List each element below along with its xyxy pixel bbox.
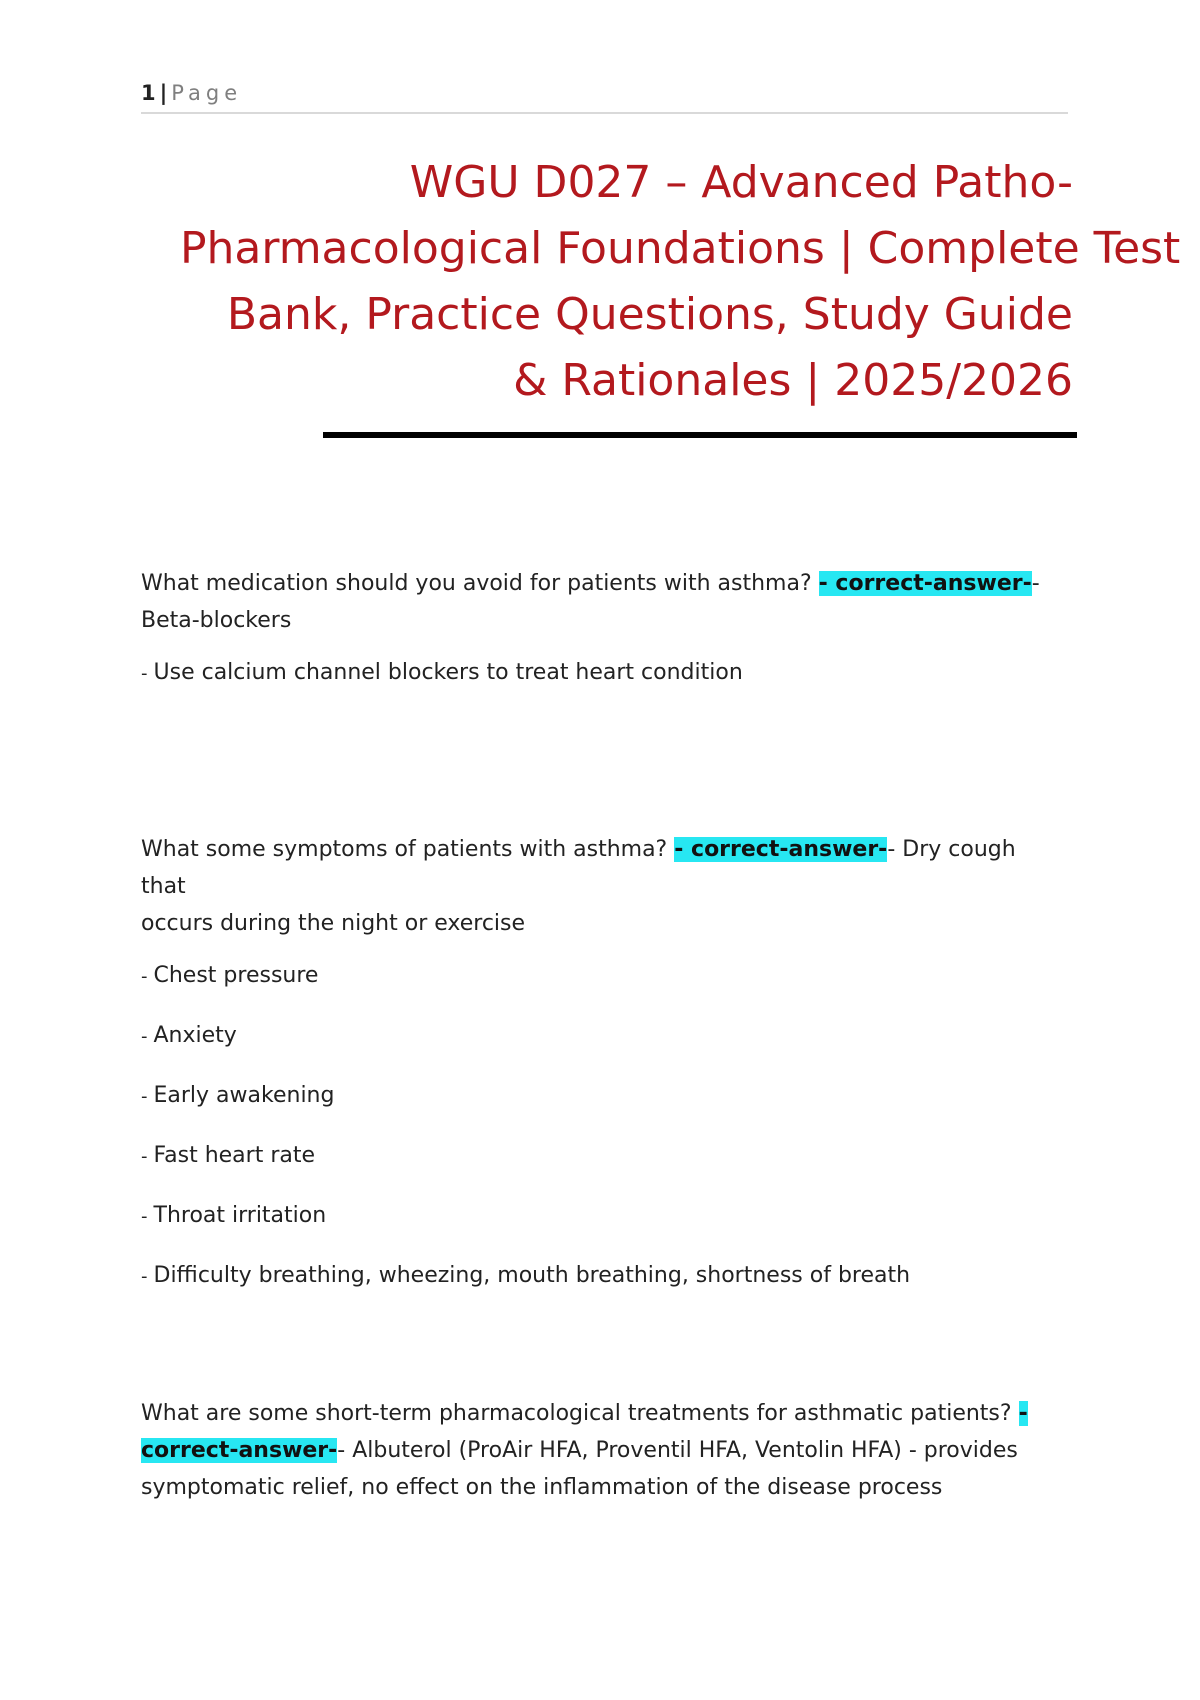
title-line-1: WGU D027 – Advanced Patho-: [409, 157, 1073, 208]
list-item-text: Anxiety: [153, 1023, 237, 1048]
bullet-marker: -: [141, 966, 148, 987]
question-prompt: What some symptoms of patients with asthma?: [141, 837, 675, 862]
question-prompt: What are some short-term pharmacological treatments for asthmatic patients?: [141, 1401, 1019, 1426]
list-item: [141, 1077, 1041, 1115]
title-line-2: Pharmacological Foundations | Complete Test: [180, 223, 1181, 274]
document-title: [180, 150, 1181, 414]
answer-text-continued: symptomatic relief, no effect on the inflammation of the disease process: [141, 1475, 943, 1500]
list-item: [141, 1137, 1041, 1175]
page-number: 1: [141, 81, 156, 105]
title-underline: [323, 432, 1077, 438]
bullet-marker: -: [141, 663, 148, 684]
answer-text: - Dry cough that: [141, 837, 1016, 899]
bullet-marker: -: [141, 1266, 148, 1287]
answer-text-continued: occurs during the night or exercise: [141, 911, 526, 936]
list-item: [141, 1257, 1041, 1295]
question-text: [141, 831, 1041, 905]
correct-answer-tag: - correct-answer-: [818, 571, 1032, 596]
correct-answer-tag: - correct-answer-: [674, 837, 888, 862]
bullet-marker: -: [141, 1146, 148, 1167]
answer-text: - Albuterol (ProAir HFA, Proventil HFA, Ventolin HFA) - provides: [337, 1438, 1018, 1463]
list-item-text: Throat irritation: [153, 1203, 327, 1228]
question-prompt: What medication should you avoid for patients with asthma?: [141, 571, 819, 596]
page-header: [141, 80, 1068, 114]
list-item-text: Early awakening: [153, 1083, 335, 1108]
answer-text: -: [1031, 571, 1040, 596]
question-text: [141, 1395, 1041, 1432]
question-block-3: [141, 1395, 1041, 1506]
correct-answer-tag: correct-answer-: [141, 1438, 338, 1463]
bullet-marker: -: [141, 1206, 148, 1227]
question-text: [141, 565, 1041, 602]
answer-text-line: [141, 1432, 1041, 1469]
page-separator: |: [159, 81, 168, 105]
question-block-2: [141, 831, 1041, 1295]
title-line-4: & Rationales | 2025/2026: [513, 355, 1073, 406]
page-word: Page: [171, 81, 243, 105]
list-item-text: Use calcium channel blockers to treat heart condition: [153, 660, 743, 685]
title-line-3: Bank, Practice Questions, Study Guide: [226, 289, 1073, 340]
bullet-marker: -: [141, 1026, 148, 1047]
list-item: [141, 1017, 1041, 1055]
list-item-text: Chest pressure: [153, 963, 319, 988]
bullet-marker: -: [141, 1086, 148, 1107]
list-item: [141, 957, 1041, 995]
list-item-text: Fast heart rate: [153, 1143, 316, 1168]
answer-text-continued: Beta-blockers: [141, 608, 292, 633]
question-block-1: [141, 565, 1041, 692]
list-item-text: Difficulty breathing, wheezing, mouth breathing, shortness of breath: [153, 1263, 911, 1288]
correct-answer-tag: -: [1018, 1401, 1028, 1426]
list-item: [141, 654, 1041, 692]
list-item: [141, 1197, 1041, 1235]
